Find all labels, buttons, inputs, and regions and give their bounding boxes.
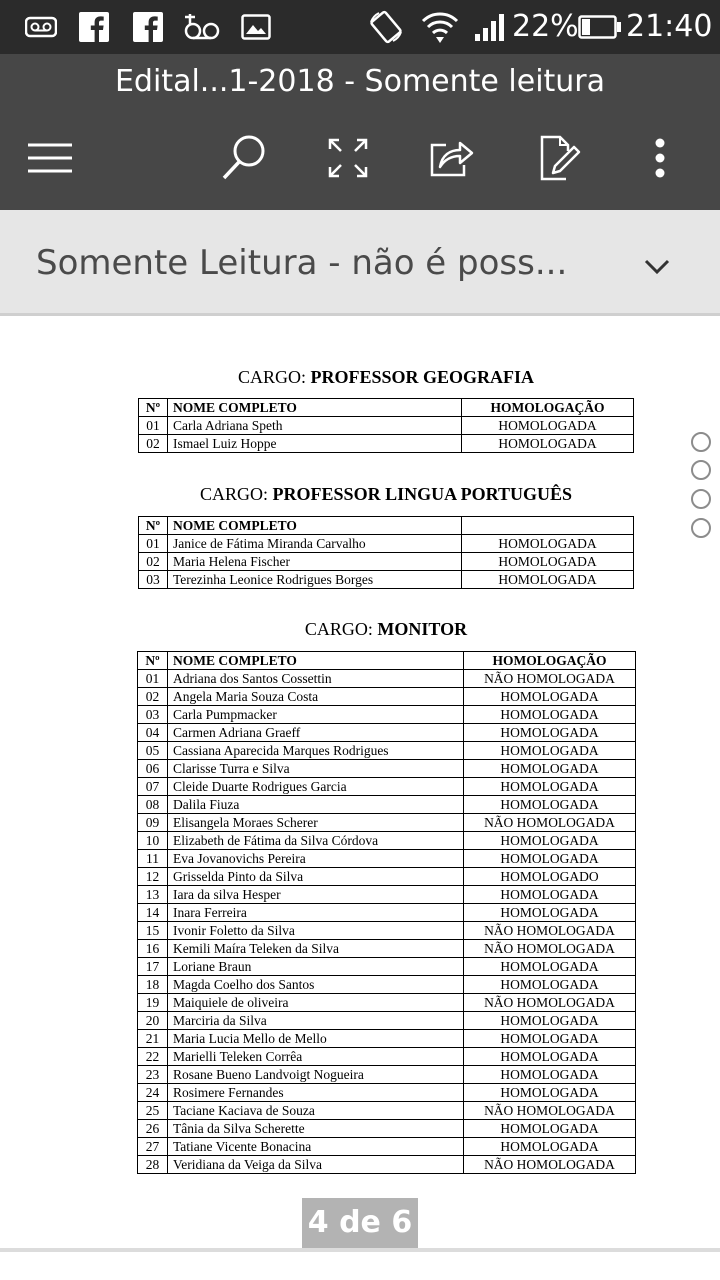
- table-row: [138, 1030, 636, 1048]
- table-row: [138, 886, 636, 904]
- row-number: 03: [139, 571, 168, 589]
- row-name: Elisangela Moraes Scherer: [168, 814, 464, 832]
- table-row: [138, 994, 636, 1012]
- row-status: HOMOLOGADA: [464, 1138, 636, 1156]
- row-number: 05: [138, 742, 168, 760]
- table-row: [138, 1138, 636, 1156]
- more-options-button[interactable]: [630, 128, 690, 188]
- row-status: HOMOLOGADA: [464, 742, 636, 760]
- table-row: [138, 850, 636, 868]
- row-name: Taciane Kaciava de Souza: [168, 1102, 464, 1120]
- row-name: Loriane Braun: [168, 958, 464, 976]
- row-name: Maria Helena Fischer: [168, 553, 462, 571]
- row-name: Clarisse Turra e Silva: [168, 760, 464, 778]
- row-status: HOMOLOGADA: [464, 1120, 636, 1138]
- section-prefix: CARGO:: [237, 367, 311, 387]
- table-row: [138, 1012, 636, 1030]
- candidates-table: [137, 651, 636, 1174]
- table-row: [139, 417, 634, 435]
- row-status: NÃO HOMOLOGADA: [464, 940, 636, 958]
- row-name: Cassiana Aparecida Marques Rodrigues: [168, 742, 464, 760]
- row-status: NÃO HOMOLOGADA: [464, 670, 636, 688]
- row-status: HOMOLOGADA: [464, 886, 636, 904]
- row-status: HOMOLOGADA: [464, 958, 636, 976]
- table-row: [138, 940, 636, 958]
- row-status: HOMOLOGADA: [462, 435, 634, 453]
- table-header-row: [139, 517, 634, 535]
- row-number: 12: [138, 868, 168, 886]
- row-number: 17: [138, 958, 168, 976]
- table-header-row: [139, 399, 634, 417]
- header-status: [462, 517, 634, 535]
- row-number: 19: [138, 994, 168, 1012]
- edit-button[interactable]: [530, 128, 590, 188]
- row-name: Ismael Luiz Hoppe: [168, 435, 462, 453]
- section-title: [138, 483, 634, 505]
- share-icon: [428, 137, 476, 179]
- section-name: PROFESSOR LINGUA PORTUGUÊS: [272, 484, 572, 504]
- row-name: Marciria da Silva: [168, 1012, 464, 1030]
- facebook-icon: [132, 10, 164, 44]
- table-row: [138, 724, 636, 742]
- table-row: [138, 706, 636, 724]
- row-name: Rosimere Fernandes: [168, 1084, 464, 1102]
- row-number: 25: [138, 1102, 168, 1120]
- table-row: [138, 778, 636, 796]
- row-number: 27: [138, 1138, 168, 1156]
- table-row: [138, 832, 636, 850]
- row-name: Iara da silva Hesper: [168, 886, 464, 904]
- edit-icon: [538, 135, 582, 181]
- rotate-icon: [366, 10, 406, 44]
- row-name: Inara Ferreira: [168, 904, 464, 922]
- row-name: Maiquiele de oliveira: [168, 994, 464, 1012]
- fullscreen-icon: [327, 137, 369, 179]
- row-name: Maria Lucia Mello de Mello: [168, 1030, 464, 1048]
- chevron-down-icon: [643, 258, 671, 276]
- voicemail-icon: [24, 10, 58, 44]
- table-header-row: [138, 652, 636, 670]
- row-status: HOMOLOGADA: [462, 571, 634, 589]
- header-number: Nº: [139, 399, 168, 417]
- row-number: 28: [138, 1156, 168, 1174]
- row-status: HOMOLOGADA: [464, 688, 636, 706]
- row-name: Carmen Adriana Graeff: [168, 724, 464, 742]
- fullscreen-button[interactable]: [318, 128, 378, 188]
- header-status: HOMOLOGAÇÃO: [464, 652, 636, 670]
- row-number: 09: [138, 814, 168, 832]
- header-name: NOME COMPLETO: [168, 517, 462, 535]
- section-prefix: CARGO:: [200, 484, 273, 504]
- row-status: NÃO HOMOLOGADA: [464, 1102, 636, 1120]
- menu-icon: [26, 141, 74, 175]
- row-status: HOMOLOGADA: [464, 904, 636, 922]
- table-row: [138, 1066, 636, 1084]
- row-status: HOMOLOGADA: [462, 553, 634, 571]
- row-status: HOMOLOGADA: [464, 1030, 636, 1048]
- image-icon: [240, 10, 272, 44]
- section-title: [138, 366, 634, 388]
- table-row: [138, 796, 636, 814]
- section-name: PROFESSOR GEOGRAFIA: [310, 367, 535, 387]
- row-number: 13: [138, 886, 168, 904]
- table-row: [138, 670, 636, 688]
- table-row: [139, 535, 634, 553]
- header-name: NOME COMPLETO: [168, 399, 462, 417]
- header-number: Nº: [138, 652, 168, 670]
- row-name: Ivonir Foletto da Silva: [168, 922, 464, 940]
- row-status: HOMOLOGADA: [464, 778, 636, 796]
- row-number: 22: [138, 1048, 168, 1066]
- candidates-table: [138, 516, 634, 589]
- table-row: [138, 742, 636, 760]
- row-name: Tatiane Vicente Bonacina: [168, 1138, 464, 1156]
- row-number: 16: [138, 940, 168, 958]
- table-row: [138, 904, 636, 922]
- row-status: HOMOLOGADA: [464, 1066, 636, 1084]
- row-number: 10: [138, 832, 168, 850]
- page-nav-dot[interactable]: [691, 518, 711, 538]
- row-number: 01: [138, 670, 168, 688]
- row-name: Angela Maria Souza Costa: [168, 688, 464, 706]
- row-status: NÃO HOMOLOGADA: [464, 922, 636, 940]
- row-status: HOMOLOGADA: [464, 796, 636, 814]
- row-status: NÃO HOMOLOGADA: [464, 994, 636, 1012]
- menu-button[interactable]: [20, 128, 80, 188]
- table-row: [138, 1048, 636, 1066]
- row-number: 21: [138, 1030, 168, 1048]
- document-page[interactable]: [0, 318, 720, 1248]
- row-name: Cleide Duarte Rodrigues Garcia: [168, 778, 464, 796]
- row-name: Carla Adriana Speth: [168, 417, 462, 435]
- row-number: 02: [139, 553, 168, 571]
- row-status: HOMOLOGADA: [462, 417, 634, 435]
- signal-icon: [472, 10, 508, 44]
- row-name: Dalila Fiuza: [168, 796, 464, 814]
- row-number: 14: [138, 904, 168, 922]
- document-title: Edital...1-2018 - Somente leitura: [114, 64, 606, 99]
- section-prefix: CARGO:: [304, 619, 378, 639]
- table-row: [138, 922, 636, 940]
- table-row: [138, 976, 636, 994]
- table-row: [138, 814, 636, 832]
- bottom-divider: [0, 1248, 720, 1252]
- row-number: 26: [138, 1120, 168, 1138]
- row-status: HOMOLOGADO: [464, 868, 636, 886]
- header-status: HOMOLOGAÇÃO: [462, 399, 634, 417]
- row-number: 04: [138, 724, 168, 742]
- page-nav-dot[interactable]: [691, 489, 711, 509]
- row-status: HOMOLOGADA: [464, 850, 636, 868]
- search-icon: [219, 133, 269, 183]
- row-status: HOMOLOGADA: [464, 1084, 636, 1102]
- table-row: [138, 958, 636, 976]
- row-name: Marielli Teleken Corrêa: [168, 1048, 464, 1066]
- row-status: HOMOLOGADA: [464, 976, 636, 994]
- table-row: [138, 760, 636, 778]
- clock: 21:40: [626, 9, 713, 44]
- row-status: NÃO HOMOLOGADA: [464, 1156, 636, 1174]
- table-row: [138, 688, 636, 706]
- table-row: [139, 553, 634, 571]
- read-only-message: Somente Leitura - não é poss...: [36, 243, 568, 283]
- app-bar: [0, 54, 720, 210]
- table-row: [138, 1102, 636, 1120]
- row-name: Janice de Fátima Miranda Carvalho: [168, 535, 462, 553]
- row-number: 06: [138, 760, 168, 778]
- battery-percent: 22%: [512, 9, 579, 44]
- row-number: 20: [138, 1012, 168, 1030]
- table-row: [139, 571, 634, 589]
- header-name: NOME COMPLETO: [168, 652, 464, 670]
- more-icon: [653, 138, 667, 178]
- row-status: NÃO HOMOLOGADA: [464, 814, 636, 832]
- row-name: Carla Pumpmacker: [168, 706, 464, 724]
- row-number: 02: [138, 688, 168, 706]
- row-name: Adriana dos Santos Cossettin: [168, 670, 464, 688]
- section-title: [138, 618, 634, 640]
- row-name: Tânia da Silva Scherette: [168, 1120, 464, 1138]
- row-name: Terezinha Leonice Rodrigues Borges: [168, 571, 462, 589]
- row-status: HOMOLOGADA: [464, 760, 636, 778]
- status-bar: [0, 0, 720, 54]
- row-name: Eva Jovanovichs Pereira: [168, 850, 464, 868]
- row-number: 01: [139, 417, 168, 435]
- table-row: [138, 868, 636, 886]
- header-number: Nº: [139, 517, 168, 535]
- row-number: 18: [138, 976, 168, 994]
- row-number: 08: [138, 796, 168, 814]
- read-only-banner[interactable]: [0, 210, 720, 316]
- row-number: 07: [138, 778, 168, 796]
- table-row: [138, 1156, 636, 1174]
- row-status: HOMOLOGADA: [464, 1012, 636, 1030]
- row-number: 23: [138, 1066, 168, 1084]
- battery-icon: [578, 10, 622, 44]
- row-status: HOMOLOGADA: [464, 706, 636, 724]
- row-number: 01: [139, 535, 168, 553]
- row-name: Veridiana da Veiga da Silva: [168, 1156, 464, 1174]
- expand-banner-button[interactable]: [636, 246, 678, 288]
- facebook-icon: [78, 10, 110, 44]
- row-status: HOMOLOGADA: [464, 724, 636, 742]
- row-name: Magda Coelho dos Santos: [168, 976, 464, 994]
- row-number: 24: [138, 1084, 168, 1102]
- row-number: 02: [139, 435, 168, 453]
- table-row: [139, 435, 634, 453]
- row-name: Elizabeth de Fátima da Silva Córdova: [168, 832, 464, 850]
- page-nav-dot[interactable]: [691, 432, 711, 452]
- section-name: MONITOR: [377, 619, 468, 639]
- row-status: HOMOLOGADA: [462, 535, 634, 553]
- row-name: Grisselda Pinto da Silva: [168, 868, 464, 886]
- search-button[interactable]: [214, 128, 274, 188]
- tape-icon: [184, 10, 220, 44]
- table-row: [138, 1120, 636, 1138]
- row-status: HOMOLOGADA: [464, 832, 636, 850]
- row-number: 03: [138, 706, 168, 724]
- share-button[interactable]: [422, 128, 482, 188]
- row-name: Kemili Maíra Teleken da Silva: [168, 940, 464, 958]
- page-indicator: 4 de 6: [302, 1198, 418, 1248]
- wifi-icon: [420, 10, 460, 44]
- row-name: Rosane Bueno Landvoigt Nogueira: [168, 1066, 464, 1084]
- table-row: [138, 1084, 636, 1102]
- row-number: 11: [138, 850, 168, 868]
- page-nav-dot[interactable]: [691, 460, 711, 480]
- row-number: 15: [138, 922, 168, 940]
- row-status: HOMOLOGADA: [464, 1048, 636, 1066]
- candidates-table: [138, 398, 634, 453]
